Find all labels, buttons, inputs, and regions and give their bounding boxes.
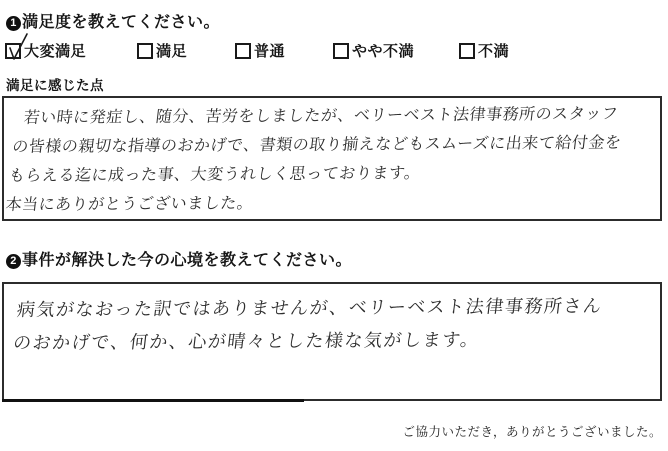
handwriting-line: の皆様の親切な指導のおかげで、書類の取り揃えなどもスムーズに出来て給付金を bbox=[11, 132, 623, 156]
handwritten-answer-1 bbox=[0, 93, 661, 219]
checkbox-label: 普通 bbox=[254, 44, 286, 60]
checkbox-option-yaya-fuman bbox=[333, 40, 414, 61]
checkbox-option-manzoku bbox=[137, 40, 187, 61]
handwriting-line: 病気がなおった訳ではありませんが、ベリーベスト法律事務所さん bbox=[15, 295, 604, 321]
handwriting-line: もらえる迄に成った事、大変うれしく思っております。 bbox=[7, 163, 422, 185]
question-1-title bbox=[6, 9, 220, 32]
handwriting-line: 本当にありがとうございました。 bbox=[4, 193, 255, 214]
checkbox-unchecked bbox=[333, 43, 349, 59]
checkbox-checked bbox=[5, 43, 21, 59]
checkbox-option-fuman bbox=[459, 40, 509, 61]
checkbox-unchecked bbox=[459, 43, 475, 59]
answer-box-2 bbox=[2, 282, 662, 401]
checkbox-unchecked bbox=[137, 43, 153, 59]
checkbox-option-futsuu bbox=[235, 40, 285, 61]
handwriting-line: のおかげで、何か、心が晴々とした様な気がします。 bbox=[11, 329, 481, 354]
question-1-title-text: 満足度を教えてください。 bbox=[22, 14, 221, 31]
checkbox-label: 大変満足 bbox=[24, 44, 87, 60]
checkbox-option-daihen-manzoku bbox=[5, 40, 86, 61]
question-1-number-icon: 1 bbox=[6, 16, 21, 31]
footer-thanks-note: ご協力いただき，ありがとうございました。 bbox=[402, 425, 662, 439]
checkbox-label: 満足 bbox=[156, 44, 188, 60]
checkbox-label: 不満 bbox=[478, 44, 510, 60]
question-2-title bbox=[6, 247, 352, 270]
question-2-title-text: 事件が解決した今の心境を教えてください。 bbox=[22, 252, 353, 269]
checkbox-label: やや不満 bbox=[352, 44, 415, 60]
handwritten-answer-2 bbox=[0, 279, 661, 360]
handwriting-line: 若い時に発症し、随分、苦労をしましたが、ベリーベスト法律事務所のスタッフ bbox=[22, 103, 620, 127]
checkbox-unchecked bbox=[235, 43, 251, 59]
question-2-number-icon: 2 bbox=[6, 254, 21, 269]
answer-box-1 bbox=[2, 96, 662, 221]
answer-box-1-label: 満足に感じた点 bbox=[6, 78, 104, 93]
